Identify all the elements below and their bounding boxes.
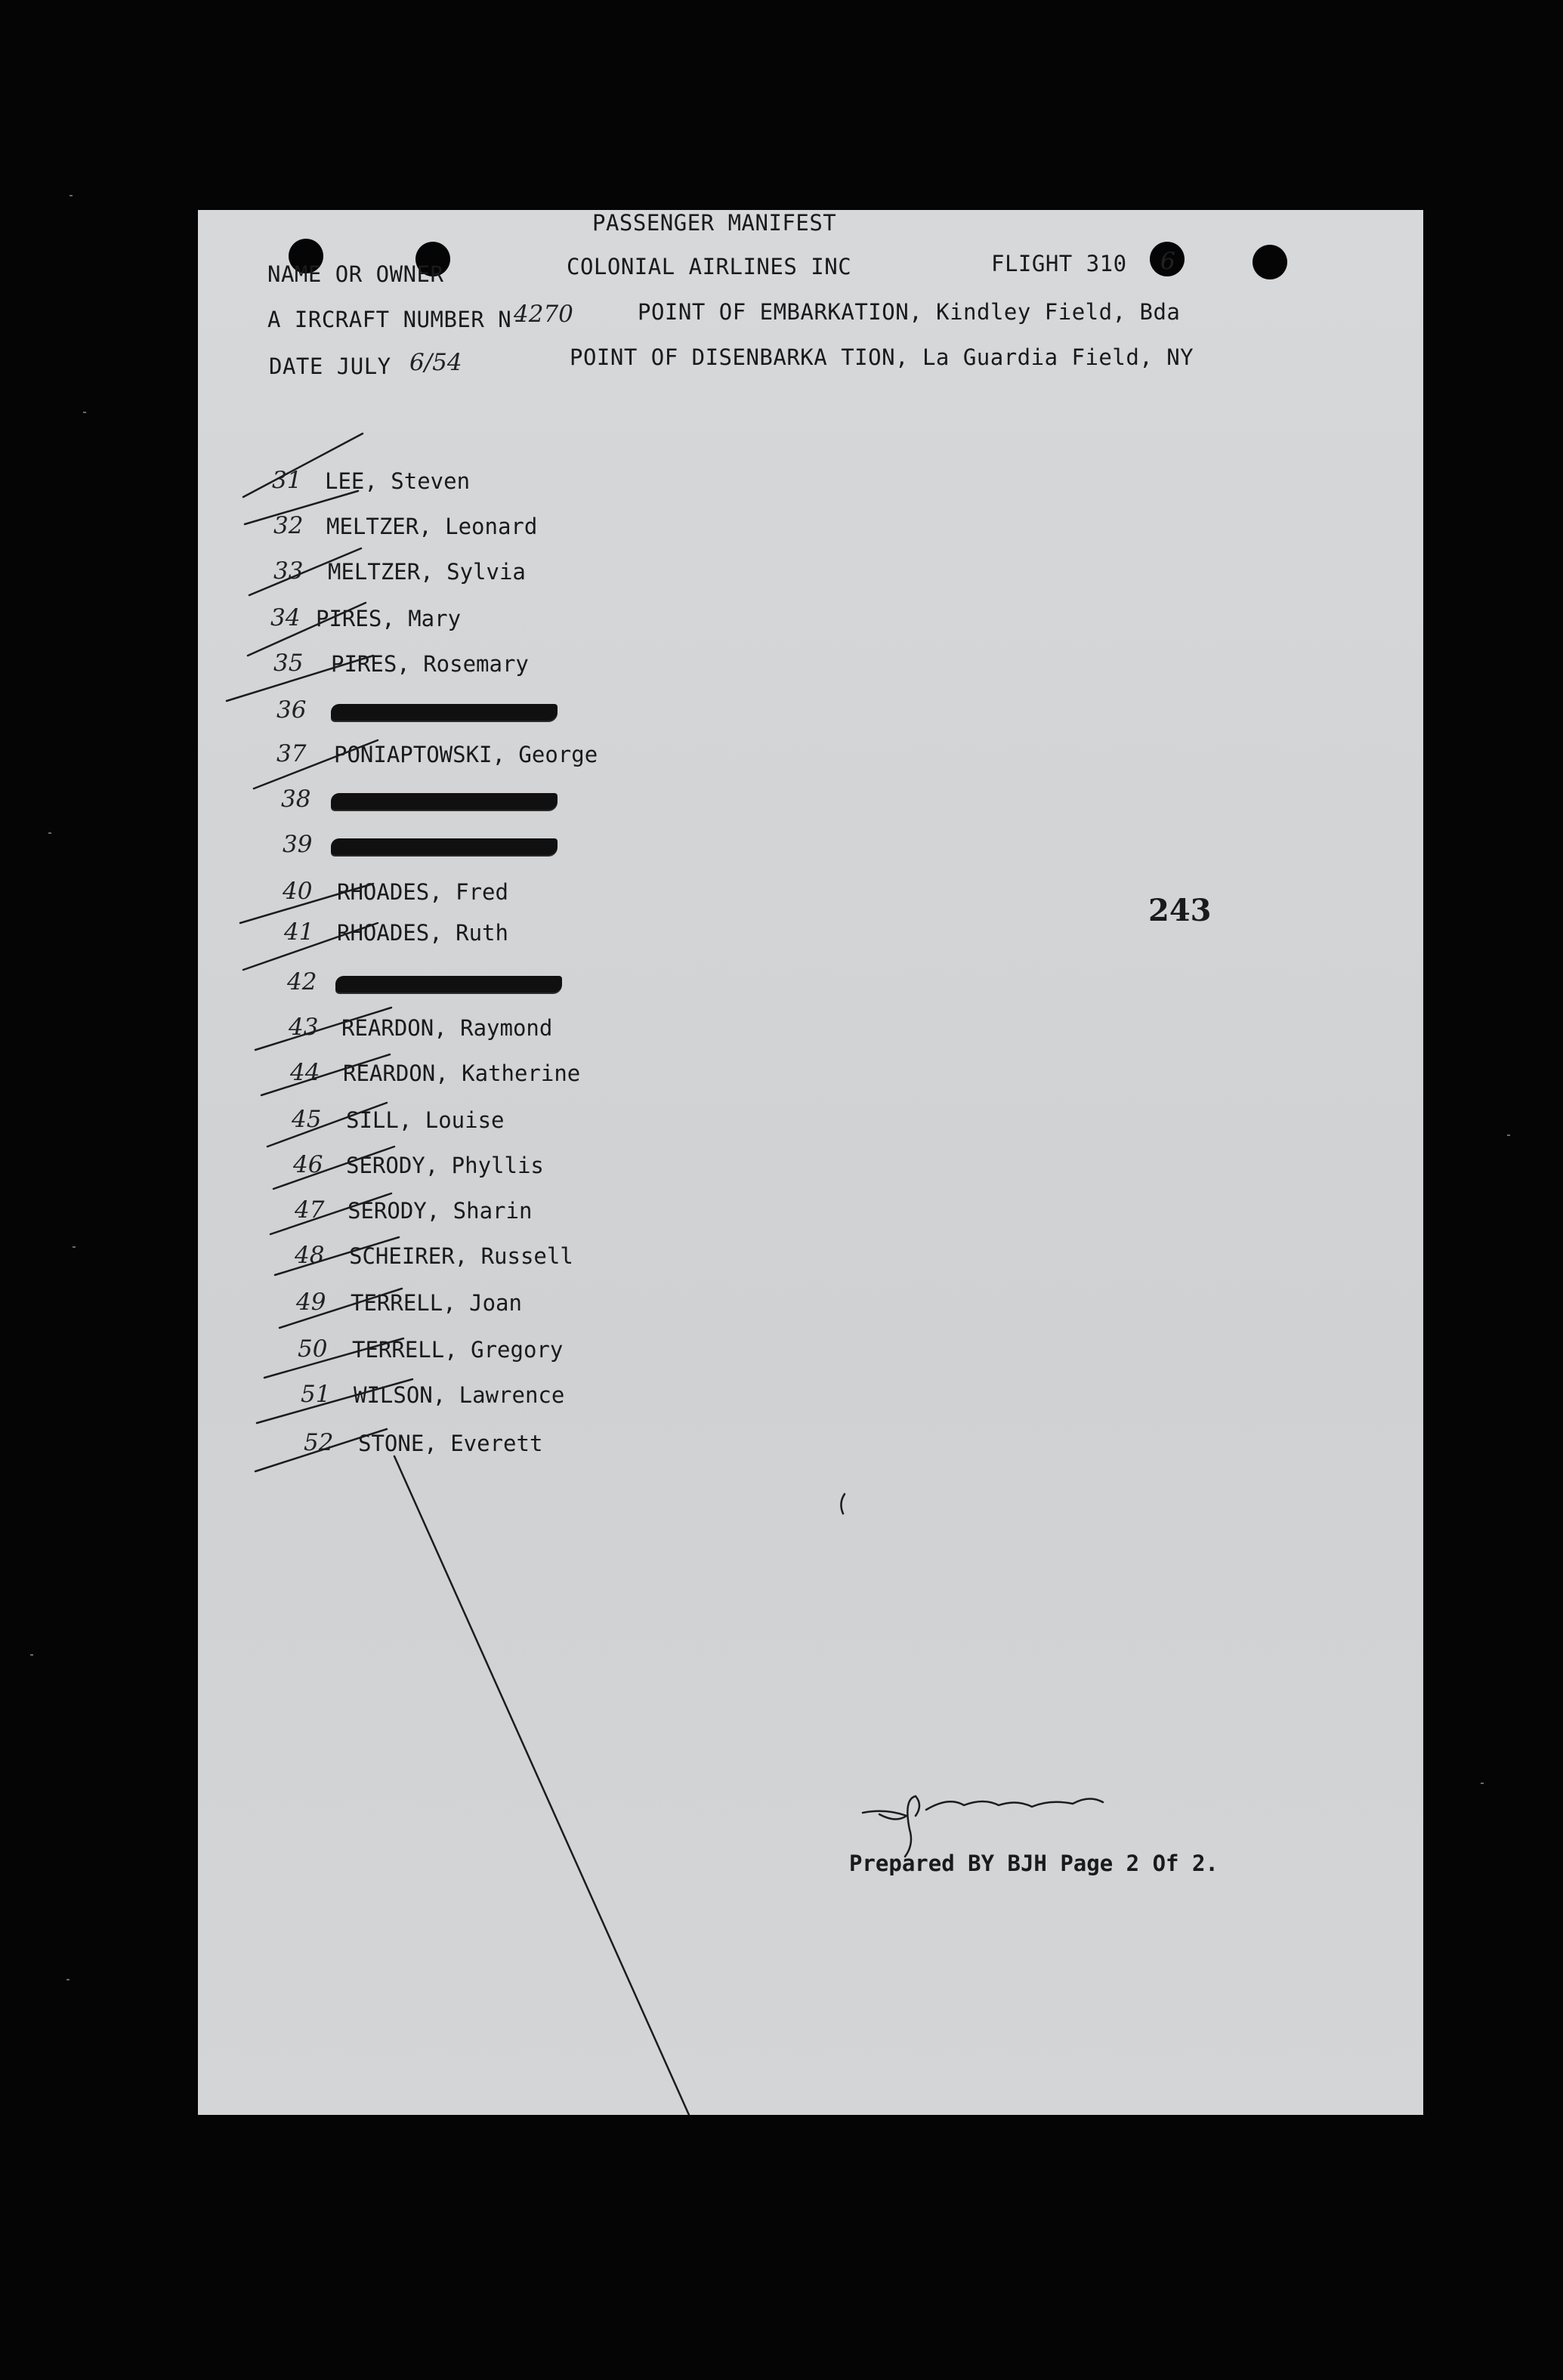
flight-number-handwritten: 6 — [1160, 248, 1175, 275]
page-stamp: 243 — [1148, 893, 1212, 928]
passenger-name: MELTZER, Sylvia — [328, 559, 526, 585]
disembarkation-point: POINT OF DISENBARKA TION, La Guardia Field, NY — [570, 344, 1194, 370]
passenger-name: REARDON, Katherine — [343, 1060, 581, 1086]
passenger-number: 37 — [276, 740, 307, 767]
passenger-name: MELTZER, Leonard — [326, 514, 538, 539]
aircraft-label: A IRCRAFT NUMBER N- — [267, 307, 526, 332]
passenger-name: WILSON, Lawrence — [354, 1382, 565, 1408]
owner-label: NAME OR OWNER — [267, 261, 444, 287]
passenger-name: PONIAPTOWSKI, George — [334, 742, 598, 767]
passenger-name: SILL, Louise — [346, 1107, 505, 1133]
passenger-number: 52 — [304, 1429, 334, 1456]
passenger-number: 42 — [287, 968, 317, 996]
passenger-number: 46 — [293, 1151, 323, 1178]
passenger-number: 44 — [290, 1059, 320, 1086]
passenger-number: 41 — [284, 918, 314, 946]
passenger-name: STONE, Everett — [358, 1431, 543, 1456]
passenger-name: RHOADES, Fred — [337, 879, 508, 905]
passenger-name: TERRELL, Gregory — [352, 1337, 564, 1363]
passenger-number: 40 — [283, 878, 313, 905]
passenger-name: RHOADES, Ruth — [337, 920, 508, 946]
passenger-name: TERRELL, Joan — [351, 1290, 522, 1316]
date-value: 6/54 — [409, 349, 462, 376]
passenger-number: 34 — [270, 604, 301, 631]
manifest-sheet — [198, 210, 1423, 2115]
passenger-number: 36 — [276, 696, 307, 724]
passenger-name: REARDON, Raymond — [341, 1015, 553, 1041]
flight-number: FLIGHT 310 — [991, 251, 1127, 276]
passenger-number: 39 — [283, 831, 313, 858]
date-label: DATE JULY — [269, 353, 391, 379]
passenger-name: PIRES, Rosemary — [331, 651, 529, 677]
passenger-name: PIRES, Mary — [316, 606, 462, 631]
passenger-name: SCHEIRER, Russell — [349, 1243, 573, 1269]
handwritten-marks — [198, 210, 1423, 2115]
prepared-by: Prepared BY BJH Page 2 Of 2. — [849, 1851, 1219, 1876]
passenger-number: 45 — [292, 1106, 322, 1133]
passenger-number: 43 — [289, 1014, 319, 1041]
passenger-number: 50 — [298, 1335, 328, 1363]
passenger-number: 35 — [273, 650, 304, 677]
passenger-number: 31 — [272, 467, 302, 494]
passenger-number: 51 — [301, 1381, 331, 1408]
passenger-number: 38 — [281, 786, 311, 813]
passenger-number: 32 — [273, 512, 304, 539]
passenger-name: LEE, Steven — [325, 468, 471, 494]
passenger-name: SERODY, Sharin — [348, 1198, 533, 1224]
aircraft-number: 4270 — [514, 301, 573, 328]
passenger-number: 47 — [295, 1196, 325, 1224]
passenger-number: 33 — [273, 557, 304, 585]
manifest-title: PASSENGER MANIFEST — [592, 210, 837, 236]
passenger-number: 49 — [296, 1289, 326, 1316]
embarkation-point: POINT OF EMBARKATION, Kindley Field, Bda — [638, 299, 1181, 325]
passenger-number: 48 — [295, 1242, 325, 1269]
passenger-name: SERODY, Phyllis — [346, 1153, 544, 1178]
airline-name: COLONIAL AIRLINES INC — [567, 254, 852, 279]
